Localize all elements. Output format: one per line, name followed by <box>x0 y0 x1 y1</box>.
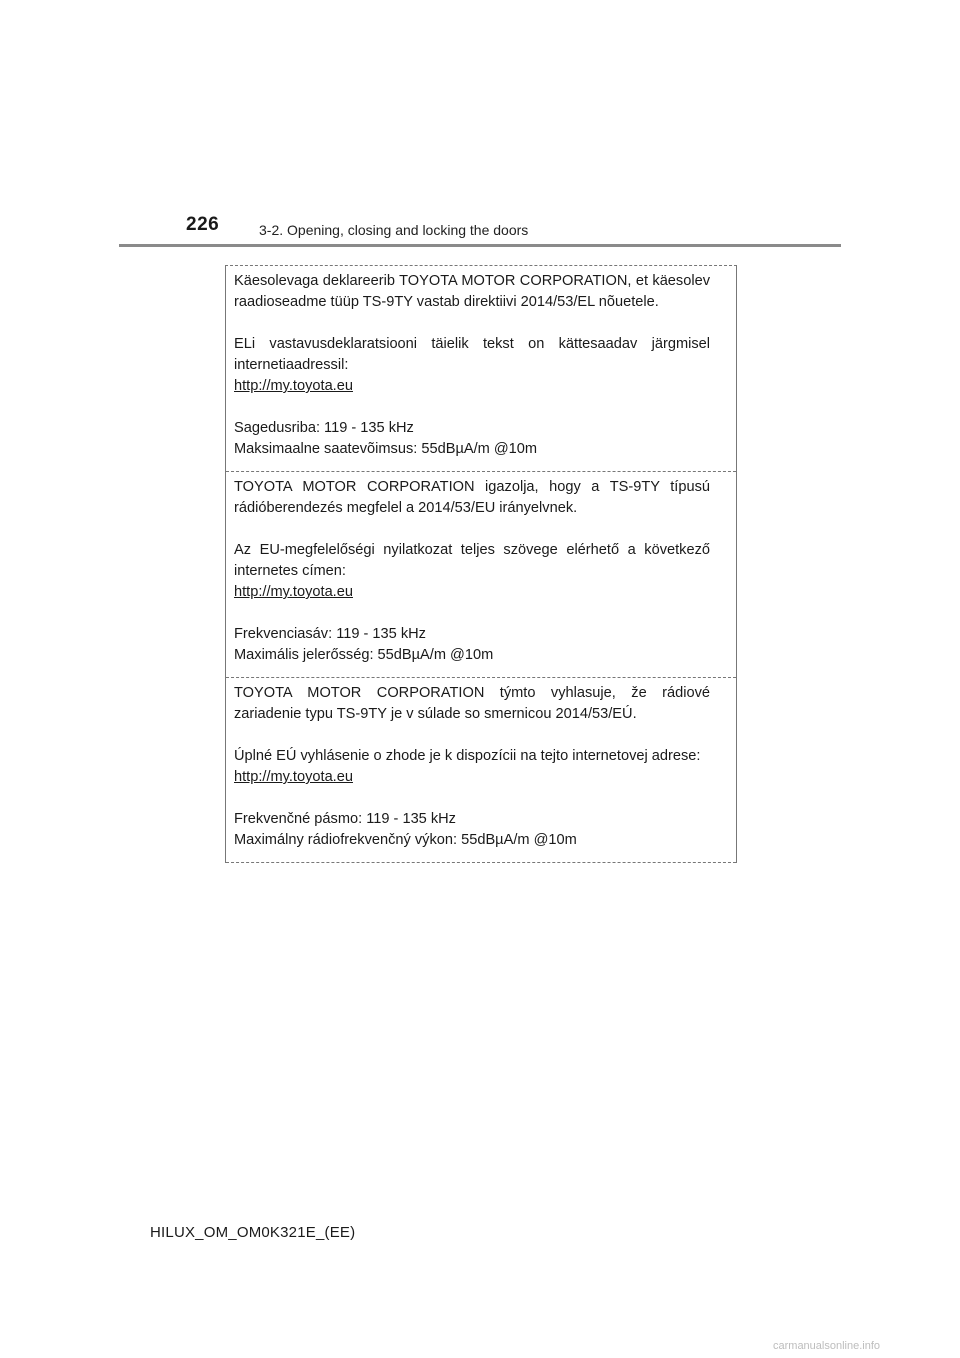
declaration-text: TOYOTA MOTOR CORPORATION igazolja, hogy a TS-9TY típusú rádióberendezés megfelel a 2014/53/EU irányelvnek. <box>234 479 710 516</box>
toyota-url-link[interactable]: http://my.toyota.eu <box>234 378 353 394</box>
document-id: HILUX_OM_OM0K321E_(EE) <box>150 1224 356 1241</box>
max-power: Maximálny rádiofrekvenčný výkon: 55dBµA/m @10m <box>234 832 577 848</box>
declaration-block-hungarian <box>226 472 736 678</box>
declaration-block-slovak <box>226 678 736 863</box>
watermark: carmanualsonline.info <box>773 1340 881 1352</box>
frequency-band: Sagedusriba: 119 - 135 kHz <box>234 420 414 436</box>
section-title: 3-2. Opening, closing and locking the doors <box>259 222 529 238</box>
toyota-url-link[interactable]: http://my.toyota.eu <box>234 584 353 600</box>
max-power: Maksimaalne saatevõimsus: 55dBµA/m @10m <box>234 441 538 457</box>
header-rule <box>119 244 841 247</box>
declaration-text: TOYOTA MOTOR CORPORATION týmto vyhlasuje, že rádiové zariadenie typu TS-9TY je v súlade so smernicou 2014/53/EÚ. <box>234 685 710 722</box>
page-header <box>186 214 846 244</box>
declaration-block-estonian <box>226 266 736 472</box>
max-power: Maximális jelerősség: 55dBµA/m @10m <box>234 647 494 663</box>
info-text: Az EU-megfelelőségi nyilatkozat teljes szövege elérhető a következő internetes címen: <box>234 542 710 579</box>
toyota-url-link[interactable]: http://my.toyota.eu <box>234 769 353 785</box>
declaration-text: Käesolevaga deklareerib TOYOTA MOTOR CORPORATION, et käesolev raadioseadme tüüp TS-9TY vastab direktiivi 2014/53/EL nõuetele. <box>234 273 710 310</box>
info-text: ELi vastavusdeklaratsiooni täielik tekst on kättesaadav järgmisel internetiaadressil: <box>234 336 710 373</box>
info-text: Úplné EÚ vyhlásenie o zhode je k dispozícii na tejto internetovej adrese: <box>234 748 701 764</box>
frequency-band: Frekvenčné pásmo: 119 - 135 kHz <box>234 811 456 827</box>
page-number: 226 <box>186 214 220 235</box>
frequency-band: Frekvenciasáv: 119 - 135 kHz <box>234 626 426 642</box>
declaration-box <box>225 265 737 863</box>
